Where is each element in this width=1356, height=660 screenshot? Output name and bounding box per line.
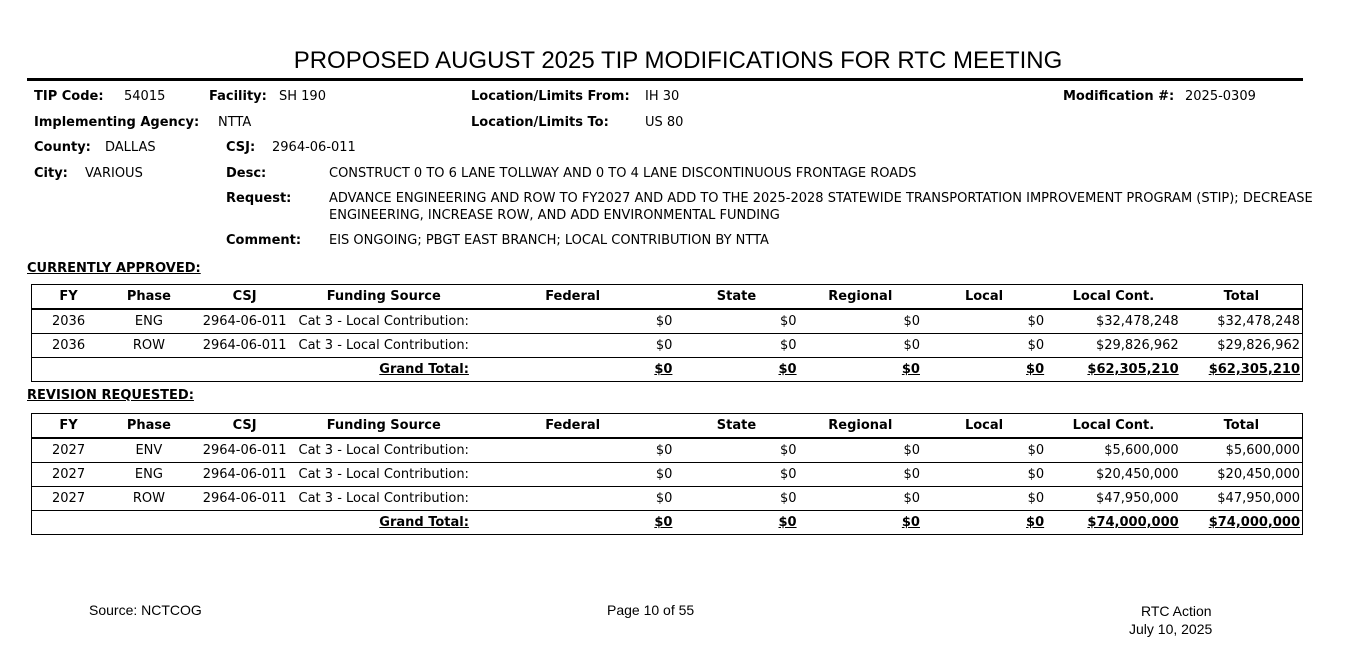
column-header-fy: FY bbox=[32, 285, 106, 310]
grand-total-row bbox=[32, 358, 1303, 382]
desc-value: CONSTRUCT 0 TO 6 LANE TOLLWAY AND 0 TO 4 LANE DISCONTINUOUS FRONTAGE ROADS bbox=[329, 166, 917, 181]
cell-local: $0 bbox=[922, 334, 1046, 358]
cell-funding-source: Cat 3 - Local Contribution: bbox=[297, 438, 471, 463]
cell-federal: $0 bbox=[471, 334, 674, 358]
title-rule bbox=[27, 78, 1303, 81]
cell-funding-source: Cat 3 - Local Contribution: bbox=[297, 309, 471, 334]
column-header-local: Local bbox=[922, 414, 1046, 439]
cell-funding-source: Cat 3 - Local Contribution: bbox=[297, 463, 471, 487]
footer-source: Source: NCTCOG bbox=[89, 602, 202, 618]
table-row bbox=[32, 463, 1303, 487]
cell-total: $47,950,000 bbox=[1181, 487, 1303, 511]
tip-code-value: 54015 bbox=[124, 89, 166, 104]
request-value-line2: ENGINEERING, INCREASE ROW, AND ADD ENVIRONMENTAL FUNDING bbox=[329, 208, 780, 223]
approved-funding-table bbox=[31, 284, 1303, 382]
cell-local-cont: $5,600,000 bbox=[1046, 438, 1181, 463]
cell-regional: $0 bbox=[799, 334, 922, 358]
tip-code-label: TIP Code: bbox=[34, 89, 104, 104]
column-header-csj: CSJ bbox=[193, 414, 297, 439]
cell-state: $0 bbox=[674, 309, 798, 334]
cell-phase: ENG bbox=[105, 309, 193, 334]
facility-value: SH 190 bbox=[279, 89, 326, 104]
table-header-row bbox=[32, 414, 1303, 439]
cell-federal: $0 bbox=[471, 487, 674, 511]
cell-state: $0 bbox=[674, 487, 798, 511]
location-from-value: IH 30 bbox=[645, 89, 680, 104]
location-from-label: Location/Limits From: bbox=[471, 89, 630, 104]
cell-phase: ENV bbox=[105, 438, 193, 463]
cell-phase: ROW bbox=[105, 487, 193, 511]
grand-total-local: $0 bbox=[1026, 515, 1045, 530]
revision-heading: REVISION REQUESTED: bbox=[27, 388, 194, 403]
cell-local: $0 bbox=[922, 463, 1046, 487]
cell-csj: 2964-06-011 bbox=[193, 438, 297, 463]
column-header-phase: Phase bbox=[105, 285, 193, 310]
agency-label: Implementing Agency: bbox=[34, 115, 200, 130]
cell-regional: $0 bbox=[799, 487, 922, 511]
cell-state: $0 bbox=[674, 463, 798, 487]
location-to-label: Location/Limits To: bbox=[471, 115, 609, 130]
cell-federal: $0 bbox=[471, 438, 674, 463]
county-value: DALLAS bbox=[105, 140, 156, 155]
cell-total: $32,478,248 bbox=[1181, 309, 1303, 334]
cell-local: $0 bbox=[922, 309, 1046, 334]
city-value: VARIOUS bbox=[85, 166, 143, 181]
cell-regional: $0 bbox=[799, 438, 922, 463]
cell-total: $5,600,000 bbox=[1181, 438, 1303, 463]
cell-csj: 2964-06-011 bbox=[193, 463, 297, 487]
grand-total-total: $62,305,210 bbox=[1208, 362, 1300, 377]
comment-label: Comment: bbox=[226, 233, 302, 248]
cell-funding-source: Cat 3 - Local Contribution: bbox=[297, 334, 471, 358]
column-header-csj: CSJ bbox=[193, 285, 297, 310]
city-label: City: bbox=[34, 166, 68, 181]
cell-fy: 2036 bbox=[32, 309, 106, 334]
cell-local-cont: $47,950,000 bbox=[1046, 487, 1181, 511]
facility-label: Facility: bbox=[209, 89, 267, 104]
cell-local: $0 bbox=[922, 438, 1046, 463]
cell-fy: 2036 bbox=[32, 334, 106, 358]
column-header-funding-source: Funding Source bbox=[297, 285, 471, 310]
grand-total-local-cont: $62,305,210 bbox=[1087, 362, 1179, 377]
column-header-total: Total bbox=[1181, 414, 1303, 439]
grand-total-total: $74,000,000 bbox=[1208, 515, 1300, 530]
table-row bbox=[32, 334, 1303, 358]
cell-csj: 2964-06-011 bbox=[193, 334, 297, 358]
grand-total-label: Grand Total: bbox=[379, 362, 469, 377]
column-header-funding-source: Funding Source bbox=[297, 414, 471, 439]
cell-total: $20,450,000 bbox=[1181, 463, 1303, 487]
grand-total-federal: $0 bbox=[654, 362, 673, 377]
table-row bbox=[32, 309, 1303, 334]
column-header-state: State bbox=[674, 414, 798, 439]
location-to-value: US 80 bbox=[645, 115, 684, 130]
cell-funding-source: Cat 3 - Local Contribution: bbox=[297, 487, 471, 511]
revision-funding-table bbox=[31, 413, 1303, 535]
approved-heading: CURRENTLY APPROVED: bbox=[27, 261, 201, 276]
cell-local-cont: $29,826,962 bbox=[1046, 334, 1181, 358]
cell-fy: 2027 bbox=[32, 438, 106, 463]
request-value-line1: ADVANCE ENGINEERING AND ROW TO FY2027 AND ADD TO THE 2025-2028 STATEWIDE TRANSPORTATION IMPROVEMENT PROGRAM (STIP); DECREASE bbox=[329, 191, 1313, 206]
column-header-phase: Phase bbox=[105, 414, 193, 439]
column-header-regional: Regional bbox=[799, 414, 922, 439]
cell-local: $0 bbox=[922, 487, 1046, 511]
page-title: PROPOSED AUGUST 2025 TIP MODIFICATIONS FOR RTC MEETING bbox=[293, 47, 1063, 74]
column-header-local: Local bbox=[922, 285, 1046, 310]
modification-label: Modification #: bbox=[1063, 89, 1175, 104]
table-row bbox=[32, 438, 1303, 463]
county-label: County: bbox=[34, 140, 91, 155]
cell-csj: 2964-06-011 bbox=[193, 309, 297, 334]
table-row bbox=[32, 487, 1303, 511]
column-header-federal: Federal bbox=[471, 414, 674, 439]
grand-total-regional: $0 bbox=[901, 515, 920, 530]
cell-federal: $0 bbox=[471, 309, 674, 334]
column-header-regional: Regional bbox=[799, 285, 922, 310]
cell-local-cont: $32,478,248 bbox=[1046, 309, 1181, 334]
grand-total-label: Grand Total: bbox=[379, 515, 469, 530]
cell-fy: 2027 bbox=[32, 463, 106, 487]
grand-total-state: $0 bbox=[778, 515, 797, 530]
cell-csj: 2964-06-011 bbox=[193, 487, 297, 511]
cell-regional: $0 bbox=[799, 463, 922, 487]
cell-state: $0 bbox=[674, 334, 798, 358]
request-label: Request: bbox=[226, 191, 292, 206]
cell-total: $29,826,962 bbox=[1181, 334, 1303, 358]
grand-total-federal: $0 bbox=[654, 515, 673, 530]
comment-value: EIS ONGOING; PBGT EAST BRANCH; LOCAL CONTRIBUTION BY NTTA bbox=[329, 233, 769, 248]
cell-federal: $0 bbox=[471, 463, 674, 487]
column-header-local-cont: Local Cont. bbox=[1046, 414, 1181, 439]
column-header-total: Total bbox=[1181, 285, 1303, 310]
column-header-local-cont: Local Cont. bbox=[1046, 285, 1181, 310]
modification-value: 2025-0309 bbox=[1185, 89, 1256, 104]
cell-phase: ROW bbox=[105, 334, 193, 358]
table-header-row bbox=[32, 285, 1303, 310]
column-header-state: State bbox=[674, 285, 798, 310]
cell-local-cont: $20,450,000 bbox=[1046, 463, 1181, 487]
csj-label: CSJ: bbox=[226, 140, 256, 155]
footer-date: July 10, 2025 bbox=[1129, 621, 1213, 637]
footer-page-number: Page 10 of 55 bbox=[607, 602, 695, 618]
column-header-federal: Federal bbox=[471, 285, 674, 310]
cell-state: $0 bbox=[674, 438, 798, 463]
grand-total-row bbox=[32, 511, 1303, 535]
grand-total-local: $0 bbox=[1026, 362, 1045, 377]
grand-total-local-cont: $74,000,000 bbox=[1087, 515, 1179, 530]
cell-phase: ENG bbox=[105, 463, 193, 487]
cell-regional: $0 bbox=[799, 309, 922, 334]
column-header-fy: FY bbox=[32, 414, 106, 439]
footer-action: RTC Action bbox=[1141, 603, 1212, 619]
agency-value: NTTA bbox=[218, 115, 252, 130]
cell-fy: 2027 bbox=[32, 487, 106, 511]
csj-value: 2964-06-011 bbox=[272, 140, 356, 155]
grand-total-state: $0 bbox=[778, 362, 797, 377]
grand-total-regional: $0 bbox=[901, 362, 920, 377]
desc-label: Desc: bbox=[226, 166, 267, 181]
